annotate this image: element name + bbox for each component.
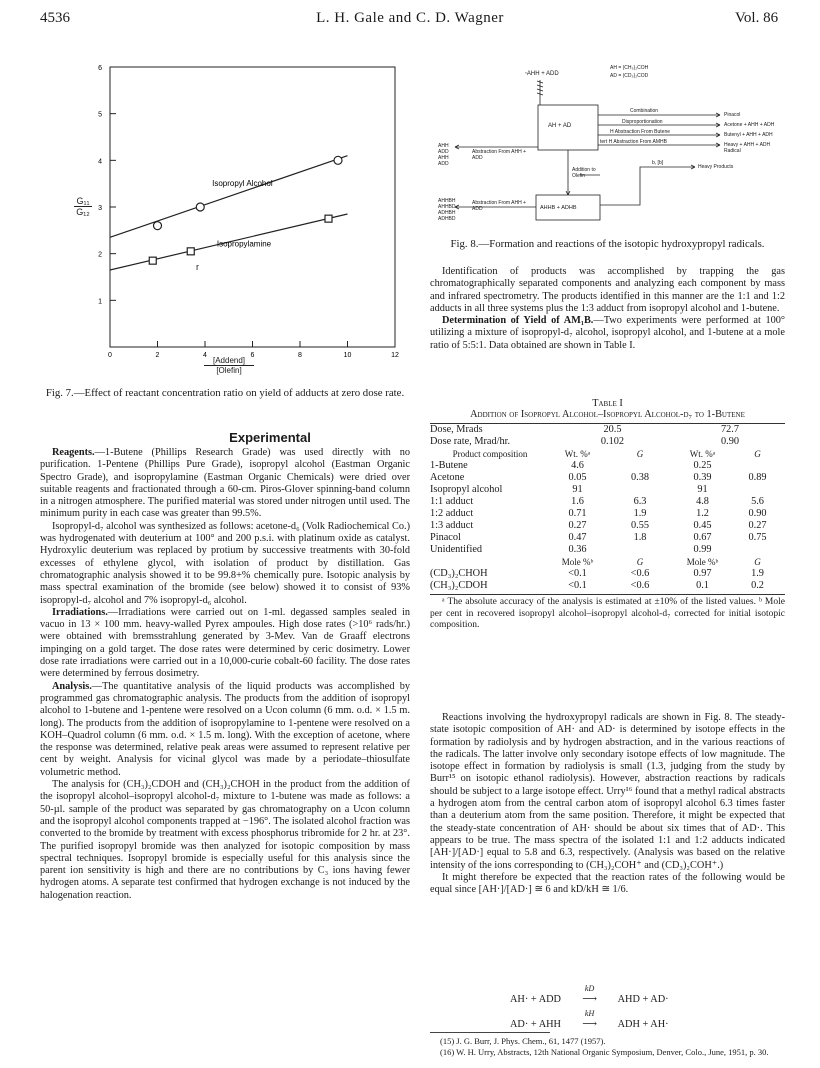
y-tick-label: 3	[98, 205, 102, 212]
analysis-text: —The quantitative analysis of the liquid products was accomplished by programmed gas chromatographic analysis. The products from the addition of isopropyl alcohol to 1-butene and 1-pentene were resolved on a Ucon column (6 mm. o.d. × 1.5 m. long). The products from the addition of isopropylamine to 1-pentene were resolved on a KOH–Quadrol column (6 mm. o.d. × 1.5 m. long). With the exception of acetone, where the response was determined, relative peak areas were assumed to represent relative per cent by weight. Analysis for vicinal glycol was made by a periodate–thiosulfate volumetric method.	[40, 680, 410, 778]
reference-16: (16) W. H. Urry, Abstracts, 12th National Organic Symposium, Denver, Colo., June, 1951, p. 30.	[440, 1047, 769, 1057]
column-header: Wt. %ᵃ	[564, 449, 591, 459]
column-header: Mole %ᵇ	[561, 557, 594, 567]
y-tick-label: 6	[98, 65, 102, 72]
x-tick-label: 6	[250, 352, 255, 359]
fig8-top-label: ꞏAHH + ADD	[525, 71, 559, 77]
eq1-rate: kD	[584, 984, 595, 993]
equation-2	[510, 1009, 740, 1030]
table-cell: 0.90	[748, 508, 767, 519]
fig8-abstraction2: Abstraction From AHH + ADD	[472, 200, 527, 212]
fig8-top-right-2: AD = (CD₃)₂COD	[610, 73, 649, 79]
irradiations-text: —Irradiations were carried out on 1-ml. degassed samples sealed in vacuo in 13 × 100 mm. heavy-walled Pyrex ampoules. High dose rates (>10⁶ rads/hr.) were obtained with bremsstrahlung generated by 3-Mev. Van de Graaff electrons impinging on a gold target. The dose rates were determined by ceric dosimetry. Lower dose rate irradiations were carried out in a 10,000-curie cobalt-60 facility. The dose rates were determined by ferrous dosimetry.	[40, 606, 410, 680]
paragraph-bromide-analysis: The analysis for (CH₃)₂CDOH and (CH₃)₂CHOH in the product from the addition of the isopropyl alcohol–isopropyl alcohol-d₇ mixture to 1-butene was made as follows: a 50-µl. sample of the product was separated by gas chromatography on a Ucon column and the isopropyl alcohol components trapped at −196°. The isolated alcohol fraction was converted to the bromide by treatment with excess phosphorus tribromide for 2 hr. at 23°. The purified isopropyl bromide was then analyzed for isotopic composition by mass spectral techniques. Isopropyl bromide is especially useful for this analysis since the parent ion sensitivity is high and there are no contributions by C₃ ions having fewer hydrogen atoms. A separate test confirmed that hydrogen exchange is not induced by the halogenation reaction.	[40, 779, 410, 901]
reagents-heading: Reagents.	[52, 447, 95, 458]
table-row	[430, 496, 785, 508]
table-cell: 0.99	[693, 544, 712, 555]
table-cell: (CD₃)₂CHOH	[430, 568, 488, 579]
paragraph-analysis	[40, 681, 410, 779]
table-cell: 1.2	[696, 508, 709, 519]
table-header-row-mole	[430, 556, 785, 568]
yield-heading: Determination of Yield of AM₁B.	[442, 315, 594, 327]
table-cell: <0.6	[630, 568, 650, 579]
references-rule	[430, 1032, 550, 1033]
fig8-left-top-4: ADD	[438, 161, 449, 167]
eq2-left: AD· + AHH	[510, 1019, 561, 1030]
fig7-x-label-r: r	[196, 262, 199, 272]
fig8-left-top-2: ADD	[438, 149, 449, 155]
column-header: G	[636, 449, 644, 459]
fig7-y-label-top: G₁₁	[74, 196, 92, 207]
table-row	[430, 472, 785, 484]
cell: 20.5	[603, 424, 622, 435]
table-cell: 1.9	[633, 508, 647, 519]
table-cell: 0.25	[693, 460, 712, 471]
paragraph-expectation: It might therefore be expected that the reaction rates of the following would be equal since [AH·]/[AD·] ≅ 6 and kD/kH ≅ 1/6.	[430, 871, 785, 896]
table-cell: 0.71	[568, 508, 587, 519]
fig7-x-label	[204, 356, 254, 375]
table-cell: 91	[572, 484, 583, 495]
table-cell: 91	[697, 484, 708, 495]
right-column-bottom	[430, 712, 785, 896]
x-tick-label: 4	[203, 352, 207, 359]
table-cell: 4.8	[696, 496, 709, 507]
table-cell: Acetone	[430, 472, 465, 483]
fig8-heavy-radical: Heavy + AHH + ADH Radical	[724, 142, 771, 154]
x-tick-label: 8	[298, 352, 302, 359]
eq1-left: AH· + ADD	[510, 994, 561, 1005]
yield-text: —Two experiments were performed at 100° utilizing a mixture of isopropyl-d₇ alcohol, isopropyl alcohol, and 1-butene at a mole ratio of 5:5:1. Data obtained are shown in Table I.	[430, 315, 786, 351]
y-tick-label: 4	[98, 158, 102, 166]
table-cell: 0.27	[568, 520, 587, 531]
table-row	[430, 580, 785, 592]
table-cell	[730, 484, 785, 496]
fig8-left-top-1: AHH	[438, 143, 449, 149]
paragraph-identification: Identification of products was accomplished by trapping the gas chromatographically separated components and analyzing each component by mass and infrared spectrometry. The products identified in this manner are the 1:1 and 1:2 adducts in all three systems plus the 1:3 adduct from isopropyl alcohol and 1-butene.	[430, 266, 785, 314]
series-label-isopropylamine: Isopropylamine	[216, 239, 272, 249]
table-cell: 0.27	[748, 520, 767, 531]
paragraph-reactions: Reactions involving the hydroxypropyl radicals are shown in Fig. 8. The steady-state isotopic composition of AH· and AD· is determined by isotope effects in the formation by radiolysis and by hydrogen abstraction, and in the various reactions of the radicals. The latter involve only secondary isotope effects of low magnitude. The isotope effect in formation by radiolysis is small (1.3, judging from the study by Burr¹⁵ on isotopic ethanol radiolysis). However, abstraction reactions by radicals should be subject to a large isotope effect. Urry¹⁶ found that a methyl radical abstracts a hydrogen atom from the central carbon atom of isopropyl alcohol 6.3 times faster than a deuterium atom from the same position. Therefore, it might be expected that the steady-state concentration of AH· should be about six times that of AD·. This appears to be true. The mass spectra of the isolated 1:1 and 1:2 adducts indicated [AH·]/[AD·] equal to 5.8 and 6.3, respectively. (Analysis was based on the relative intensity of the ions corresponding to (CH₃)₂COH⁺ and (CD₃)₂COH⁺.)	[430, 712, 785, 871]
fig8-left-bottom-3: ADHBH	[438, 210, 456, 216]
cell: 0.102	[600, 436, 625, 447]
y-tick-label: 1	[98, 298, 102, 306]
fig8-addition: Addition to Olefin	[572, 167, 596, 179]
table-cell: <0.1	[568, 580, 587, 591]
fig8-left-bottom-1: AHHBH	[438, 198, 456, 204]
equation-1	[510, 984, 740, 1005]
fig8-heavy-products: Heavy Products	[698, 164, 734, 170]
section-title-experimental: Experimental	[229, 430, 311, 445]
column-header: G	[754, 449, 761, 459]
table-cell: Isopropyl alcohol	[430, 484, 503, 495]
paragraph-isopropyl-d7: Isopropyl-d₇ alcohol was synthesized as follows: acetone-d₆ (Volk Radiochemical Co.) was hydrogenated with deuterium at 100° and 200 p.s.i. with platinum oxide as catalyst. Hydroxylic deuterium was replaced by protium by successive treatments with 30-fold excesses of ethylene glycol, with isolation of product by distillation. Gas chromatographic analysis showed it to be 99.8+% chemically pure. Isotopic analysis by mass spectral examination of the bromide (see below) showed it to consist of 93% isopropyl-d₇ alcohol and 7% isopropyl-d₆ alcohol.	[40, 520, 410, 606]
table-cell: 1-Butene	[430, 460, 468, 471]
reagents-text: —1-Butene (Phillips Research Grade) was used directly with no purification. 1-Pentene (Phillips Pure Grade), isopropyl alcohol (Eastman Organic Spectro Grade), and isopropylamine (Eastman Organic Chemicals) were dried over suitable reagents and fractionated through a 60-cm. Piros-Glover spinning-band column in a nitrogen atmosphere. The purified material was stored under nitrogen until used. The minimum purity in each case was greater than 99.5%.	[40, 447, 410, 520]
fig8-left-bottom-list	[438, 198, 456, 222]
x-tick-label: 2	[155, 352, 160, 359]
table-cell: 0.75	[748, 532, 767, 543]
table-1	[430, 398, 785, 632]
cell: Dose rate, Mrad/hr.	[430, 436, 511, 447]
cell: 0.90	[720, 436, 740, 447]
fig7-caption: Fig. 7.—Effect of reactant concentration ratio on yield of adducts at zero dose rate.	[45, 387, 405, 399]
eq1-arrow: kD ⟶	[564, 993, 616, 1005]
y-tick-label: 2	[98, 251, 102, 259]
data-point	[187, 248, 194, 255]
table-cell: 0.89	[748, 472, 767, 483]
table-cell: Pinacol	[430, 532, 461, 543]
column-header: Product composition	[452, 449, 528, 459]
fig8-b-n: b, [b]	[652, 160, 664, 166]
table-cell: Unidentified	[430, 544, 483, 555]
fig7-x-label-numerator: [Addend]	[204, 356, 254, 366]
table-cell: 0.47	[568, 532, 587, 543]
series-label-isopropyl-alcohol: Isopropyl Alcohol	[212, 179, 273, 188]
fig7-y-label-bottom: G₁₂	[76, 207, 90, 217]
table-cell: 0.36	[568, 544, 587, 555]
figure-8-diagram	[430, 55, 785, 235]
table-row	[430, 532, 785, 544]
fig8-acetone-products: Acetone + AHH + ADH	[724, 122, 775, 128]
running-title: L. H. Gale and C. D. Wagner	[316, 10, 504, 26]
paragraph-irradiations	[40, 607, 410, 681]
fig8-butenyl: Butenyl + AHH + ADH	[724, 132, 773, 138]
eq2-rate: kH	[584, 1009, 595, 1018]
paragraph-reagents	[40, 447, 410, 521]
page-number: 4536	[40, 10, 70, 26]
table-cell: 1.6	[571, 496, 584, 507]
table-cell: 0.05	[568, 472, 587, 483]
figure-7-chart	[40, 55, 410, 390]
table-cell: 0.97	[693, 568, 712, 579]
table-cell: (CH₃)₂CDOH	[430, 580, 488, 591]
table-cell	[605, 544, 675, 556]
table-cell	[605, 460, 675, 472]
irradiations-heading: Irradiations.	[52, 606, 108, 618]
table-cell: 0.2	[751, 580, 764, 591]
table-cell: 0.45	[693, 520, 712, 531]
eq1-right: AHD + AD·	[617, 994, 669, 1005]
table-row	[430, 484, 785, 496]
fig8-caption: Fig. 8.—Formation and reactions of the isotopic hydroxypropyl radicals.	[450, 238, 765, 250]
fig8-abstraction-from: Abstraction From AHH + ADD	[472, 149, 527, 161]
table-row	[430, 520, 785, 532]
fig8-combination: Combination	[630, 108, 659, 114]
table-cell: <0.6	[630, 580, 650, 591]
fig8-pinacol: Pinacol	[724, 112, 741, 118]
fig8-left-top-list	[438, 143, 449, 167]
fig8-tert-h-abstraction: tert H Abstraction From AMHB	[600, 139, 667, 145]
fig8-box1: AH + AD	[548, 123, 572, 129]
table-cell: 0.38	[630, 472, 650, 483]
table-row-dose-rate	[430, 436, 785, 448]
table-cell: 0.55	[630, 520, 650, 531]
fit-line	[110, 156, 348, 238]
table-cell: 1.8	[633, 532, 647, 543]
fig8-left-bottom-4: ADHBD	[438, 216, 456, 222]
fig8-left-top-3: AHH	[438, 155, 449, 161]
fig7-y-label	[74, 196, 92, 217]
table-1-title: Addition of Isopropyl Alcohol–Isopropyl Alcohol-d₇ to 1-Butene	[470, 409, 745, 420]
table-1-body	[430, 424, 785, 592]
table-row	[430, 508, 785, 520]
paragraph-yield	[430, 315, 785, 352]
eq2-right: ADH + AH·	[617, 1019, 669, 1030]
table-cell: 1:3 adduct	[430, 520, 474, 531]
cell: 72.7	[720, 424, 740, 435]
x-tick-label: 12	[391, 352, 399, 359]
table-cell: 1:1 adduct	[430, 496, 474, 507]
data-point	[196, 203, 204, 211]
data-point	[325, 215, 332, 222]
table-cell: 1:2 adduct	[430, 508, 474, 519]
column-header: Mole %ᵇ	[686, 557, 719, 567]
table-cell: 0.39	[693, 472, 712, 483]
column-header: G	[636, 557, 644, 567]
fig8-left-bottom-2: AHHBD	[438, 204, 456, 210]
table-row	[430, 568, 785, 580]
column-header: G	[754, 557, 761, 567]
fig8-top-right-1: AH = (CH₃)₂COH	[610, 65, 649, 71]
fig8-h-abstraction-butene: H Abstraction From Butene	[610, 129, 671, 135]
table-cell: 6.3	[633, 496, 647, 507]
table-1-label: Table I	[592, 398, 623, 409]
left-column	[40, 447, 410, 902]
table-row	[430, 544, 785, 556]
table-cell	[730, 460, 785, 472]
table-cell: 0.67	[693, 532, 712, 543]
analysis-heading: Analysis.	[52, 680, 92, 692]
reference-15: (15) J. G. Burr, J. Phys. Chem., 61, 1477 (1957).	[440, 1036, 606, 1046]
right-column-top	[430, 266, 785, 352]
references	[440, 1036, 785, 1058]
table-footnote: ᵃ The absolute accuracy of the analysis is estimated at ±10% of the listed values. ᵇ Mole per cent in recovered isopropyl alcohol–isopropyl alcohol-d₇ corrected for initial isotopic composition.	[430, 597, 785, 630]
table-cell	[730, 544, 785, 556]
data-point	[149, 257, 156, 264]
data-point	[334, 156, 342, 164]
table-cell: <0.1	[568, 568, 587, 579]
plot-frame	[110, 67, 395, 347]
table-cell: 4.6	[571, 460, 584, 471]
table-cell: 0.1	[696, 580, 709, 591]
cell: Dose, Mrads	[430, 424, 483, 435]
table-row-dose	[430, 424, 785, 436]
data-point	[154, 222, 162, 230]
fig7-x-label-denominator: [Olefin]	[216, 366, 242, 375]
table-row	[430, 460, 785, 472]
x-tick-label: 10	[343, 352, 352, 359]
y-tick-label: 5	[98, 111, 102, 119]
column-header: Wt. %ᵃ	[689, 449, 716, 459]
fig8-box2: AHHB + ADHB	[540, 205, 577, 211]
table-cell	[605, 484, 675, 496]
x-tick-label: 0	[108, 352, 112, 359]
eq2-arrow: kH ⟶	[564, 1018, 616, 1030]
table-cell: 5.6	[751, 496, 764, 507]
volume: Vol. 86	[735, 10, 779, 26]
table-cell: 1.9	[751, 568, 764, 579]
table-header-row	[430, 448, 785, 460]
fig8-disproportionation: Disproportionation	[622, 119, 663, 125]
